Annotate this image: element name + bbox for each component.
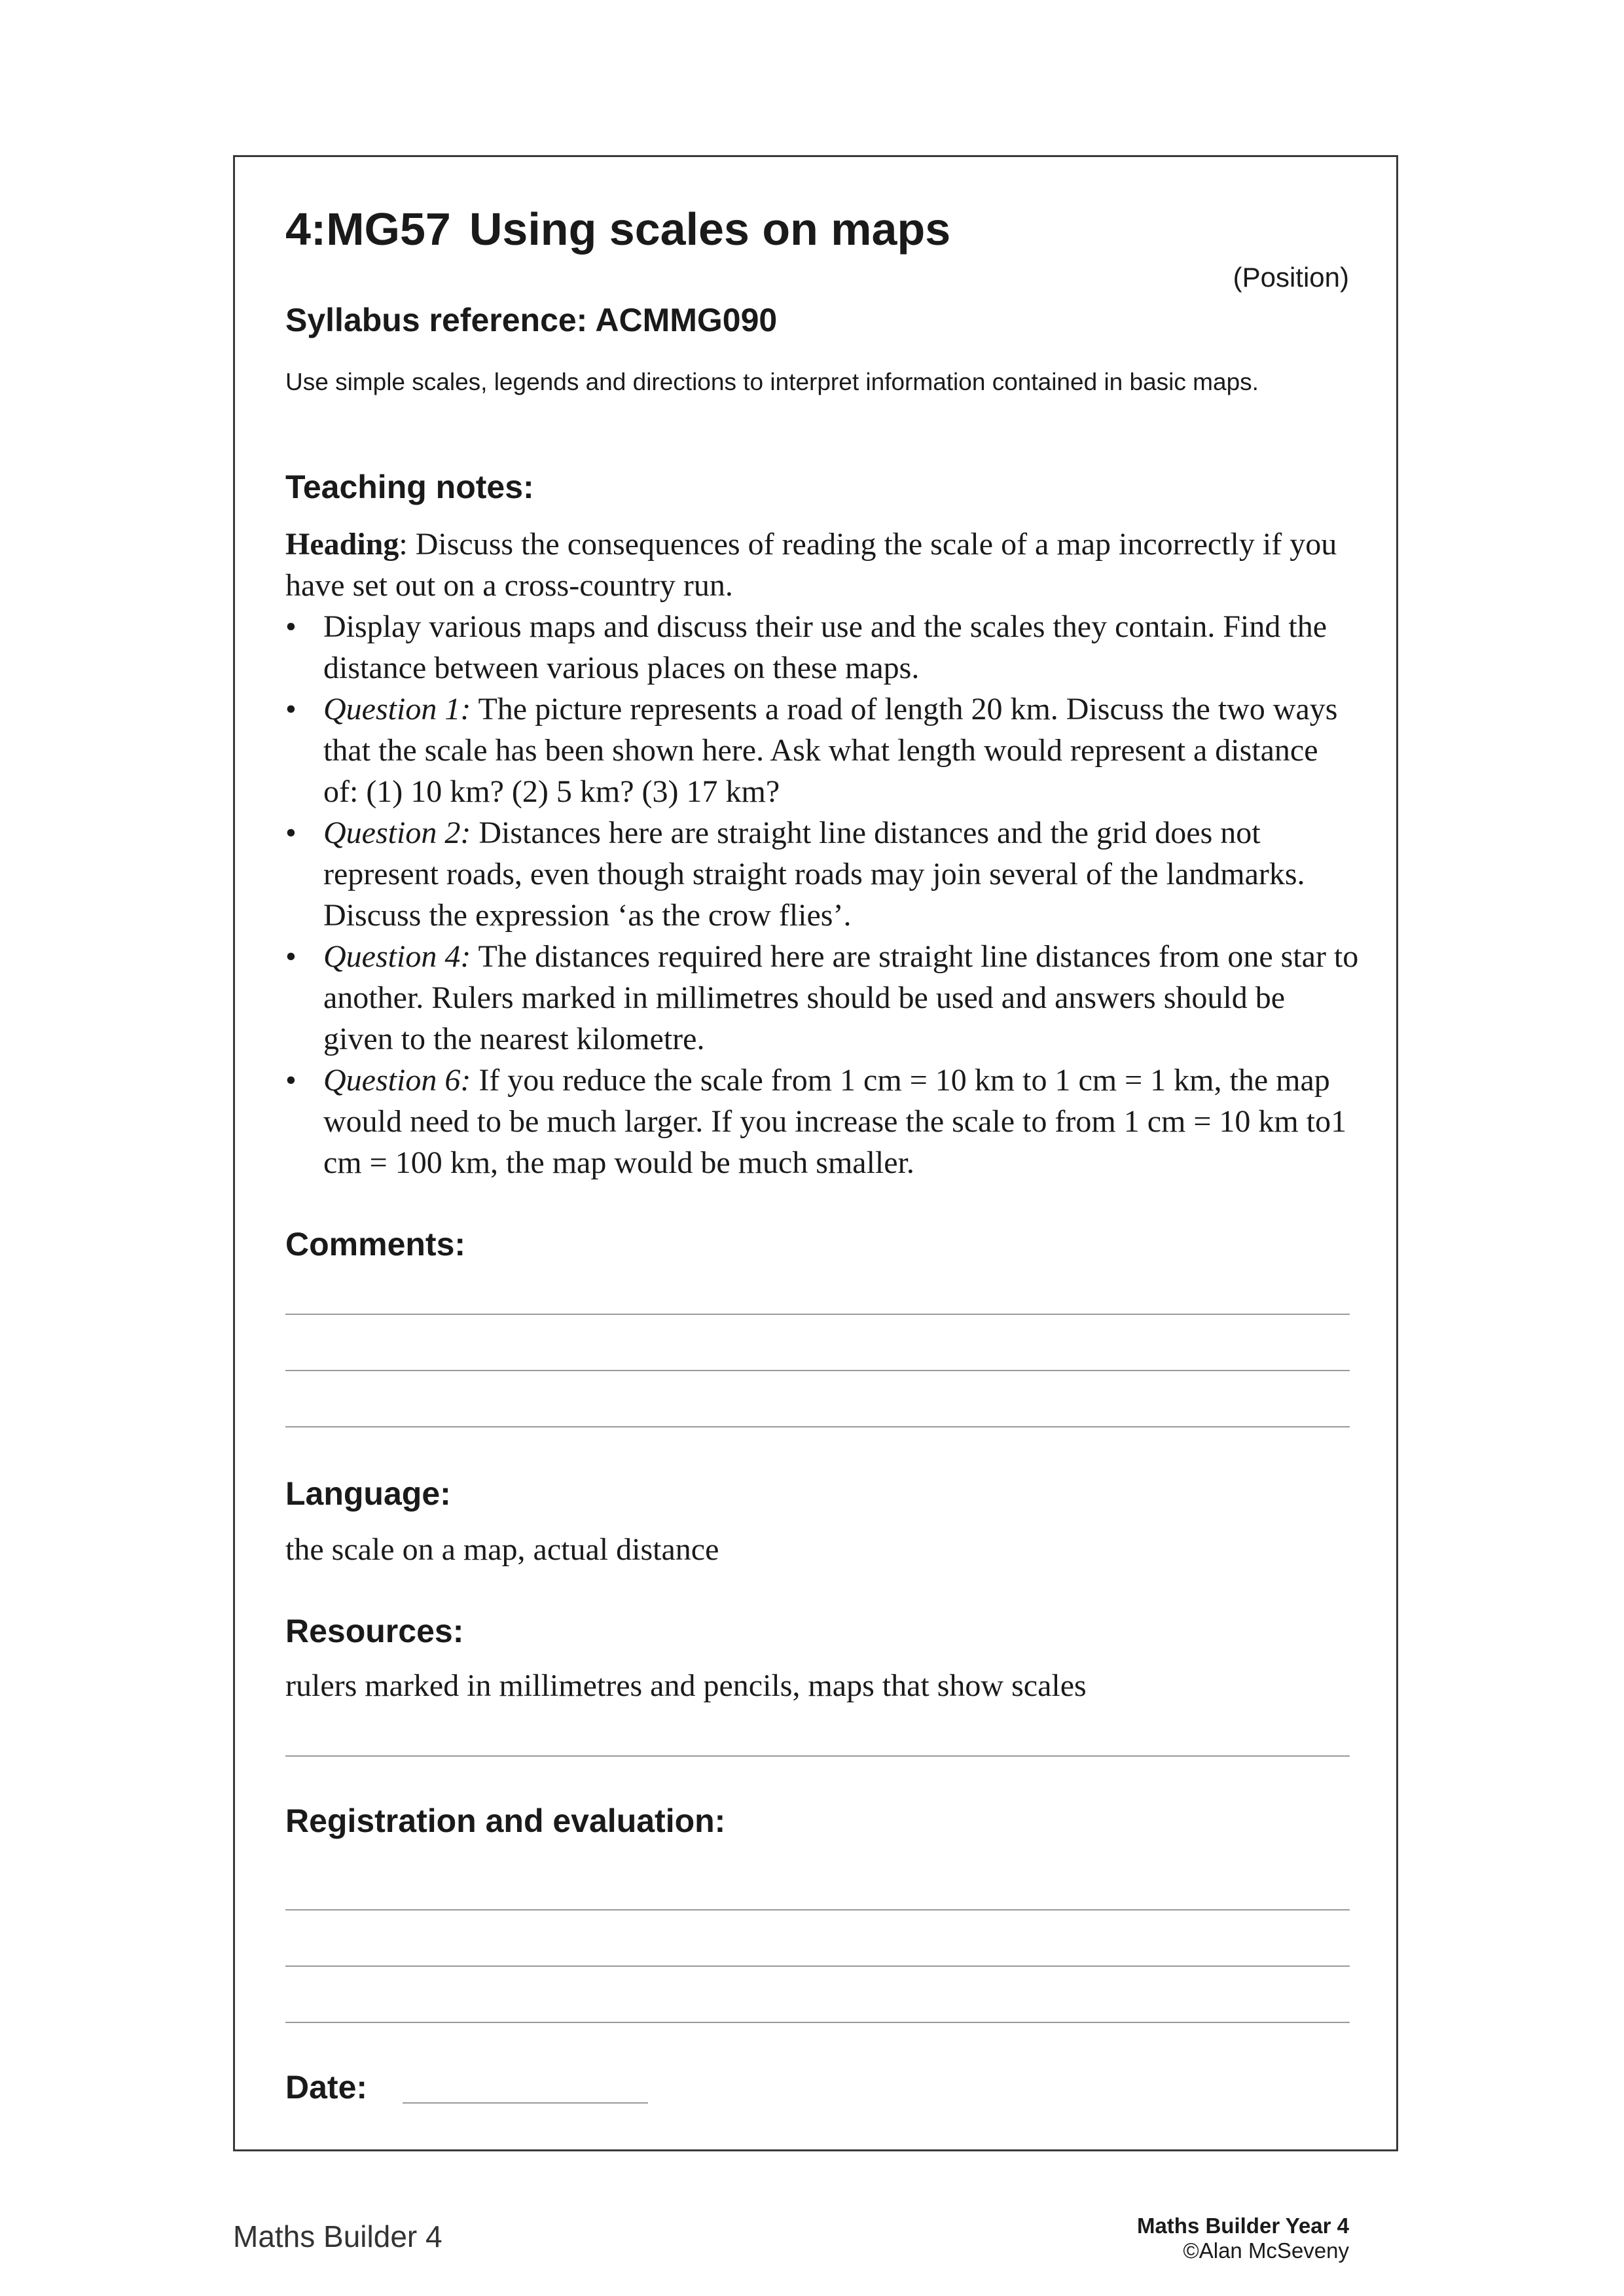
bullet-icon: • (285, 692, 297, 726)
list-item-lead: Question 2: (323, 816, 471, 850)
lesson-title: Using scales on maps (469, 204, 951, 255)
heading-note-text: : Discuss the consequences of reading the scale of a map incorrectly if you have set out on a cross-country run. (285, 527, 1337, 603)
bullet-icon: • (285, 816, 297, 850)
date-label: Date: (285, 2069, 368, 2106)
resources-line (285, 1755, 1350, 1757)
syllabus-description: Use simple scales, legends and directions to interpret information contained in basic maps. (285, 368, 1259, 395)
footer-book-title: Maths Builder Year 4 (1136, 2214, 1349, 2238)
language-text: the scale on a map, actual distance (285, 1532, 719, 1567)
list-item (285, 689, 1359, 812)
list-item-lead: Question 4: (323, 939, 471, 974)
teaching-notes-heading: Teaching notes: (285, 469, 534, 505)
list-item (285, 1060, 1359, 1183)
footer-series: Maths Builder 4 (233, 2219, 442, 2253)
footer-credit (1137, 2214, 1349, 2263)
resources-heading: Resources: (285, 1613, 464, 1649)
registration-line (285, 1965, 1350, 1967)
lesson-code: 4:MG57 (285, 204, 451, 255)
list-item (285, 812, 1359, 936)
registration-line (285, 2022, 1350, 2023)
bullet-icon: • (285, 1063, 297, 1098)
footer-author: ©Alan McSeveny (1183, 2238, 1349, 2263)
list-item-text: The distances required here are straight line distances from one star to another. Rulers marked in millimetres should be used and answers should be given to the nearest kilometre. (323, 939, 1359, 1056)
list-item (285, 606, 1359, 689)
comments-line (285, 1314, 1350, 1315)
registration-heading: Registration and evaluation: (285, 1803, 726, 1839)
list-item-lead: Question 6: (323, 1063, 471, 1098)
syllabus-heading: Syllabus reference: ACMMG090 (285, 302, 778, 338)
list-item-text: If you reduce the scale from 1 cm = 10 km to 1 cm = 1 km, the map would need to be much larger. If you increase the scale to from 1 cm = 10 km to1 cm = 100 km, the map would be much smaller. (323, 1063, 1347, 1180)
list-item-lead: Question 1: (323, 692, 471, 726)
strand-label: (Position) (1233, 262, 1349, 293)
date-line (403, 2102, 648, 2104)
list-item-text: Display various maps and discuss their use and the scales they contain. Find the distance between various places on these maps. (323, 609, 1327, 685)
comments-line (285, 1426, 1350, 1427)
list-item-text: Distances here are straight line distances and the grid does not represent roads, even though straight roads may join several of the landmarks. Discuss the expression ‘as the crow flies’. (323, 816, 1305, 933)
list-item-text: The picture represents a road of length 20 km. Discuss the two ways that the scale has been shown here. Ask what length would represent a distance of: (1) 10 km? (2) 5 km? (3) 17 km? (323, 692, 1338, 809)
heading-note (285, 524, 1359, 606)
language-heading: Language: (285, 1475, 451, 1512)
page-title (285, 203, 950, 255)
heading-note-label: Heading (285, 527, 399, 562)
teaching-notes-body (285, 524, 1359, 1183)
bullet-icon: • (285, 609, 297, 644)
comments-line (285, 1370, 1350, 1371)
bullet-icon: • (285, 939, 297, 974)
comments-heading: Comments: (285, 1226, 466, 1263)
registration-line (285, 1909, 1350, 1910)
teaching-notes-list (285, 606, 1359, 1183)
resources-text: rulers marked in millimetres and pencils, maps that show scales (285, 1668, 1087, 1703)
list-item (285, 936, 1359, 1060)
